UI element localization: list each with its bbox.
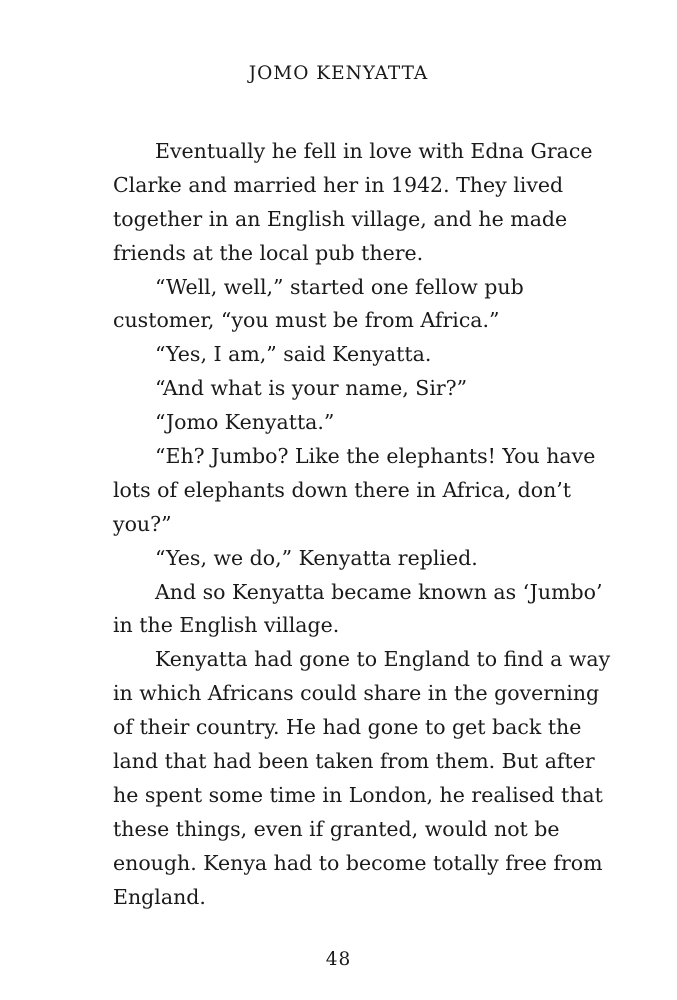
text-line: together in an English village, and he made: [113, 206, 568, 231]
text-line: he spent some time in London, he realised that: [113, 782, 603, 807]
text-line: you?”: [113, 511, 172, 536]
text-line: enough. Kenya had to become totally free from: [113, 850, 603, 875]
text-line: “Well, well,” started one fellow pub: [155, 274, 524, 299]
text-line: Kenyatta had gone to England to find a way: [155, 647, 611, 672]
body-text: [113, 135, 613, 914]
text-line: of their country. He had gone to get back the: [113, 715, 582, 740]
text-line: “Yes, we do,” Kenyatta replied.: [155, 545, 478, 570]
text-line: “Jomo Kenyatta.”: [155, 410, 335, 435]
text-line: “Eh? Jumbo? Like the elephants! You have: [155, 444, 596, 469]
page-number: 48: [325, 949, 352, 970]
text-line: Eventually he fell in love with Edna Grace: [155, 139, 593, 163]
text-line: Clarke and married her in 1942. They lived: [113, 172, 564, 197]
text-line: in which Africans could share in the governing: [113, 681, 600, 706]
running-head: JOMO KENYATTA: [248, 63, 429, 84]
text-line: customer, “you must be from Africa.”: [113, 308, 500, 333]
text-line: “Yes, I am,” said Kenyatta.: [155, 342, 432, 367]
text-line: England.: [113, 884, 206, 909]
text-line: “And what is your name, Sir?”: [155, 376, 468, 401]
text-line: land that had been taken from them. But after: [113, 749, 595, 774]
text-line: in the English village.: [113, 613, 340, 638]
text-line: And so Kenyatta became known as ‘Jumbo’: [155, 579, 603, 604]
text-line: lots of elephants down there in Africa, don’t: [113, 477, 572, 502]
text-line: friends at the local pub there.: [113, 240, 424, 265]
text-line: these things, even if granted, would not be: [113, 816, 560, 841]
